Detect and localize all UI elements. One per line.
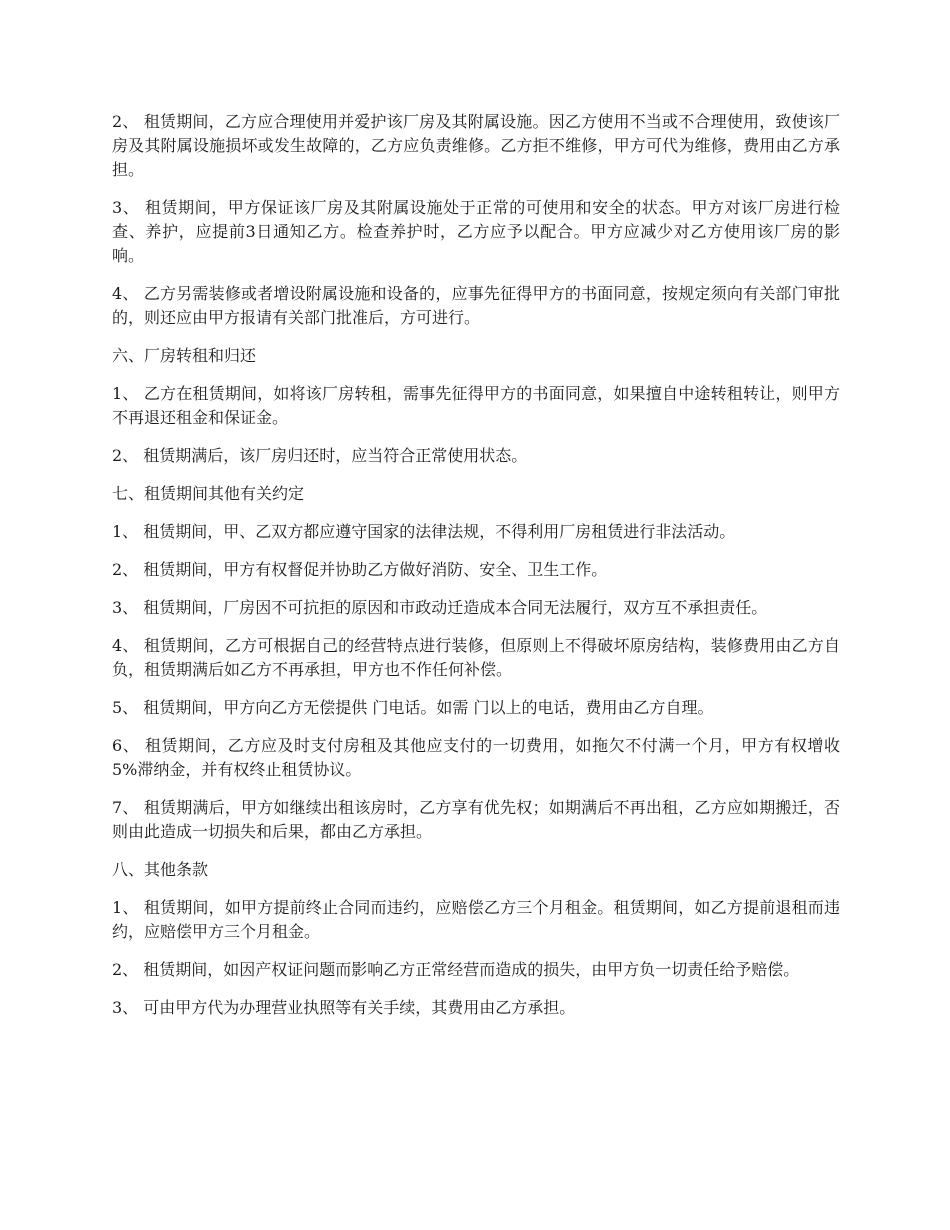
section-heading-6: 六、厂房转租和归还 bbox=[112, 346, 257, 365]
section-heading-7: 七、租赁期间其他有关约定 bbox=[112, 484, 305, 503]
clause-7-4: 4、 租赁期间，乙方可根据自己的经营特点进行装修，但原则上不得破坏原房结构，装修费用由乙方自负，租赁期满后如乙方不再承担，甲方也不作任何补偿。 bbox=[112, 636, 840, 679]
clause-8-2: 2、 租赁期间，如因产权证问题而影响乙方正常经营而造成的损失，由甲方负一切责任给予赔偿。 bbox=[112, 960, 800, 979]
clause-6-1: 1、 乙方在租赁期间，如将该厂房转租，需事先征得甲方的书面同意，如果擅自中途转租转让，则甲方不再退还租金和保证金。 bbox=[112, 384, 840, 427]
clause-7-5: 5、 租赁期间，甲方向乙方无偿提供 门电话。如需 门以上的电话，费用由乙方自理。 bbox=[112, 698, 714, 717]
clause-7-6: 6、 租赁期间，乙方应及时支付房租及其他应支付的一切费用，如拖欠不付满一个月，甲方有权增收5%滞纳金，并有权终止租赁协议。 bbox=[112, 736, 840, 779]
clause-5-3: 3、 租赁期间，甲方保证该厂房及其附属设施处于正常的可使用和安全的状态。甲方对该厂房进行检查、养护，应提前3日通知乙方。检查养护时，乙方应予以配合。甲方应减少对乙方使用该厂房的影响。 bbox=[112, 198, 840, 265]
clause-6-2: 2、 租赁期满后，该厂房归还时，应当符合正常使用状态。 bbox=[112, 446, 528, 465]
clause-5-4: 4、 乙方另需装修或者增设附属设施和设备的，应事先征得甲方的书面同意，按规定须向有关部门审批的，则还应由甲方报请有关部门批准后，方可进行。 bbox=[112, 284, 840, 327]
clause-7-1: 1、 租赁期间，甲、乙双方都应遵守国家的法律法规，不得利用厂房租赁进行非法活动。 bbox=[112, 522, 736, 541]
section-heading-8: 八、其他条款 bbox=[112, 860, 209, 879]
clause-7-7: 7、 租赁期满后，甲方如继续出租该房时，乙方享有优先权；如期满后不再出租，乙方应如期搬迁，否则由此造成一切损失和后果，都由乙方承担。 bbox=[112, 798, 840, 841]
clause-7-3: 3、 租赁期间，厂房因不可抗拒的原因和市政动迁造成本合同无法履行，双方互不承担责任。 bbox=[112, 598, 768, 617]
clause-8-1: 1、 租赁期间，如甲方提前终止合同而违约，应赔偿乙方三个月租金。租赁期间，如乙方提前退租而违约，应赔偿甲方三个月租金。 bbox=[112, 898, 840, 941]
clause-5-2: 2、 租赁期间，乙方应合理使用并爱护该厂房及其附属设施。因乙方使用不当或不合理使用，致使该厂房及其附属设施损坏或发生故障的，乙方应负责维修。乙方拒不维修，甲方可代为维修，费用由乙方承担。 bbox=[112, 112, 840, 179]
clause-8-3: 3、 可由甲方代为办理营业执照等有关手续，其费用由乙方承担。 bbox=[112, 998, 576, 1017]
clause-7-2: 2、 租赁期间，甲方有权督促并协助乙方做好消防、安全、卫生工作。 bbox=[112, 560, 608, 579]
document-page bbox=[112, 110, 840, 1034]
